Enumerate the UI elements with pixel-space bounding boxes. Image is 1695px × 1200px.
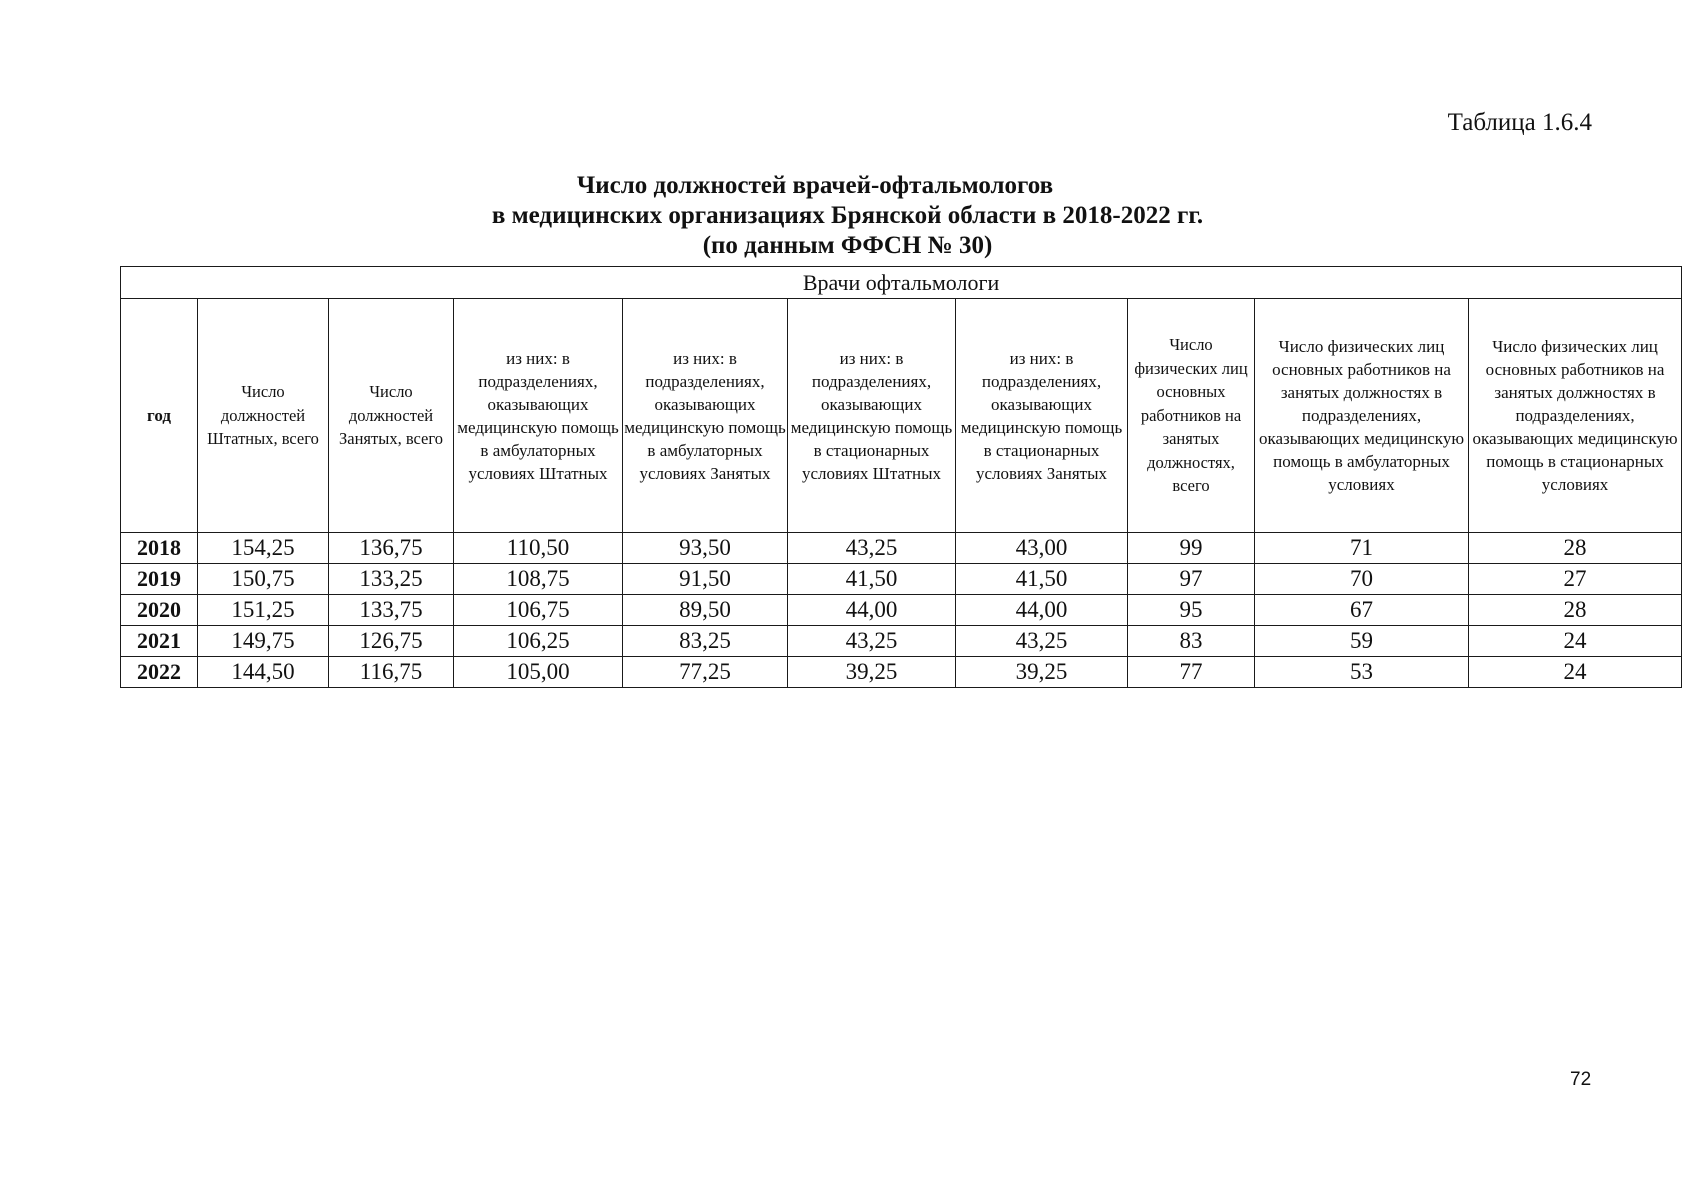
table-cell: 97 xyxy=(1128,564,1255,595)
table-cell: 28 xyxy=(1469,533,1682,564)
table-cell: 110,50 xyxy=(454,533,623,564)
table-cell: 44,00 xyxy=(956,595,1128,626)
column-header-outpatient-occupied: из них: в подразделениях, оказывающих медицинскую помощь в амбулаторных условиях Занятых xyxy=(623,299,788,533)
table-cell: 43,25 xyxy=(956,626,1128,657)
year-cell: 2019 xyxy=(121,564,198,595)
table-cell: 77 xyxy=(1128,657,1255,688)
table-cell: 116,75 xyxy=(329,657,454,688)
table-cell: 133,25 xyxy=(329,564,454,595)
year-cell: 2022 xyxy=(121,657,198,688)
page-number: 72 xyxy=(1570,1069,1592,1090)
table-cell: 95 xyxy=(1128,595,1255,626)
table-cell: 27 xyxy=(1469,564,1682,595)
table-cell: 91,50 xyxy=(623,564,788,595)
table-cell: 43,25 xyxy=(788,626,956,657)
table-cell: 59 xyxy=(1255,626,1469,657)
table-cell: 136,75 xyxy=(329,533,454,564)
column-header-occupied-total: Число должностей Занятых, всего xyxy=(329,299,454,533)
table-cell: 67 xyxy=(1255,595,1469,626)
table-cell: 71 xyxy=(1255,533,1469,564)
year-cell: 2018 xyxy=(121,533,198,564)
table-cell: 39,25 xyxy=(956,657,1128,688)
document-title xyxy=(0,171,1695,261)
table-row xyxy=(121,595,1682,626)
column-header-inpatient-occupied: из них: в подразделениях, оказывающих медицинскую помощь в стационарных условиях Занятых xyxy=(956,299,1128,533)
table-row xyxy=(121,564,1682,595)
ophthalmologist-positions-table xyxy=(120,266,1682,688)
table-cell: 53 xyxy=(1255,657,1469,688)
table-cell: 150,75 xyxy=(198,564,329,595)
table-number: Таблица 1.6.4 xyxy=(1447,109,1592,136)
column-header-persons-inpatient: Число физических лиц основных работников на занятых должностях в подразделениях, оказывающих медицинскую помощь в стационарных условиях xyxy=(1469,299,1682,533)
table-cell: 108,75 xyxy=(454,564,623,595)
table-cell: 93,50 xyxy=(623,533,788,564)
table-group-header: Врачи офтальмологи xyxy=(121,267,1682,299)
table-cell: 106,25 xyxy=(454,626,623,657)
column-header-staff-total: Число должностей Штатных, всего xyxy=(198,299,329,533)
table-cell: 154,25 xyxy=(198,533,329,564)
table-cell: 41,50 xyxy=(956,564,1128,595)
table-cell: 70 xyxy=(1255,564,1469,595)
table-row xyxy=(121,626,1682,657)
table-row xyxy=(121,657,1682,688)
table-cell: 149,75 xyxy=(198,626,329,657)
table-cell: 24 xyxy=(1469,626,1682,657)
table-cell: 24 xyxy=(1469,657,1682,688)
table-cell: 44,00 xyxy=(788,595,956,626)
year-cell: 2020 xyxy=(121,595,198,626)
table-cell: 39,25 xyxy=(788,657,956,688)
title-line-2: в медицинских организациях Брянской области в 2018-2022 гг. xyxy=(491,202,1204,229)
table-cell: 41,50 xyxy=(788,564,956,595)
table-row xyxy=(121,533,1682,564)
table-cell: 151,25 xyxy=(198,595,329,626)
table-cell: 126,75 xyxy=(329,626,454,657)
table-cell: 144,50 xyxy=(198,657,329,688)
table-cell: 28 xyxy=(1469,595,1682,626)
title-line-1: Число должностей врачей-офтальмологов xyxy=(576,172,1054,199)
table-cell: 83 xyxy=(1128,626,1255,657)
column-header-persons-total: Число физических лиц основных работников на занятых должностях, всего xyxy=(1128,299,1255,533)
column-header-year: год xyxy=(121,299,198,533)
table-cell: 43,25 xyxy=(788,533,956,564)
column-header-outpatient-staff: из них: в подразделениях, оказывающих медицинскую помощь в амбулаторных условиях Штатных xyxy=(454,299,623,533)
table-cell: 43,00 xyxy=(956,533,1128,564)
table-cell: 106,75 xyxy=(454,595,623,626)
table-cell: 89,50 xyxy=(623,595,788,626)
column-header-persons-outpatient: Число физических лиц основных работников на занятых должностях в подразделениях, оказывающих медицинскую помощь в амбулаторных условиях xyxy=(1255,299,1469,533)
table-cell: 105,00 xyxy=(454,657,623,688)
year-cell: 2021 xyxy=(121,626,198,657)
column-header-inpatient-staff: из них: в подразделениях, оказывающих медицинскую помощь в стационарных условиях Штатных xyxy=(788,299,956,533)
table-cell: 133,75 xyxy=(329,595,454,626)
column-header-row xyxy=(121,299,1682,533)
title-line-3: (по данным ФФСН № 30) xyxy=(702,232,993,259)
table-cell: 77,25 xyxy=(623,657,788,688)
table-cell: 83,25 xyxy=(623,626,788,657)
table-cell: 99 xyxy=(1128,533,1255,564)
